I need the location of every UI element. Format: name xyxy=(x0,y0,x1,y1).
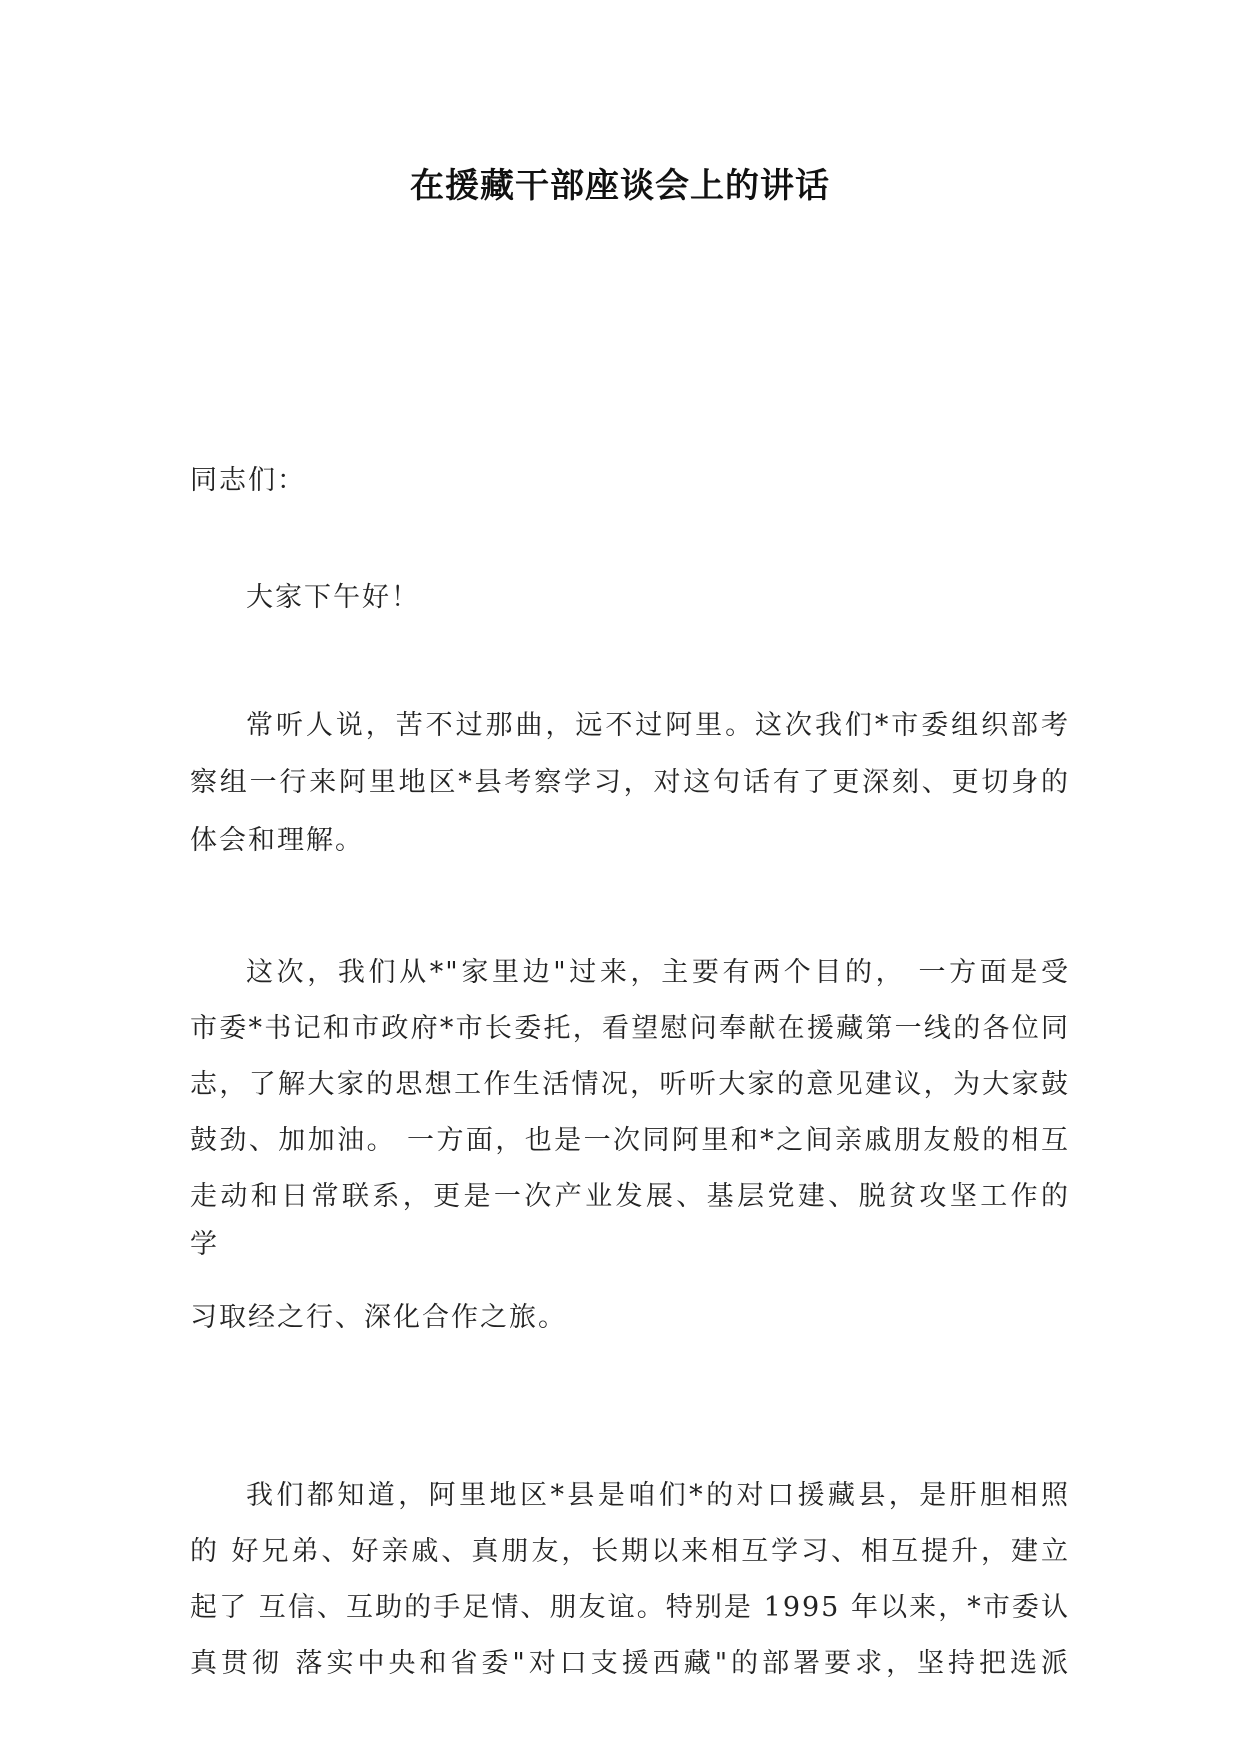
paragraph-1-line-1: 常听人说，苦不过那曲，远不过阿里。这次我们*市委组织部考 xyxy=(246,710,1070,741)
paragraph-2-line-2: 市委*书记和市政府*市长委托，看望慰问奉献在援藏第一线的各位同 xyxy=(190,1013,1070,1044)
greeting: 大家下午好！ xyxy=(246,582,420,613)
paragraph-3-line-1: 我们都知道，阿里地区*县是咱们*的对口援藏县，是肝胆相照 xyxy=(246,1480,1070,1511)
document-title: 在援藏干部座谈会上的讲话 xyxy=(410,166,830,206)
paragraph-2-line-6: 学 xyxy=(190,1229,219,1260)
paragraph-3-line-3: 起了 互信、互助的手足情、朋友谊。特别是 1995 年以来，*市委认 xyxy=(190,1592,1070,1623)
paragraph-3-line-2: 的 好兄弟、好亲戚、真朋友，长期以来相互学习、相互提升，建立 xyxy=(190,1536,1070,1567)
paragraph-2-line-4: 鼓劲、加加油。 一方面，也是一次同阿里和*之间亲戚朋友般的相互 xyxy=(190,1125,1070,1156)
salutation: 同志们： xyxy=(190,465,306,496)
paragraph-2-line-5: 走动和日常联系，更是一次产业发展、基层党建、脱贫攻坚工作的 xyxy=(190,1181,1070,1212)
paragraph-1-line-2: 察组一行来阿里地区*县考察学习，对这句话有了更深刻、更切身的 xyxy=(190,767,1070,798)
paragraph-2-line-3: 志，了解大家的思想工作生活情况，听听大家的意见建议，为大家鼓 xyxy=(190,1069,1070,1100)
paragraph-3-line-4: 真贯彻 落实中央和省委"对口支援西藏"的部署要求，坚持把选派 xyxy=(190,1648,1070,1679)
paragraph-2-line-7: 习取经之行、深化合作之旅。 xyxy=(190,1302,567,1333)
paragraph-1-line-3: 体会和理解。 xyxy=(190,825,364,856)
paragraph-2-line-1: 这次，我们从*"家里边"过来，主要有两个目的， 一方面是受 xyxy=(246,957,1070,988)
